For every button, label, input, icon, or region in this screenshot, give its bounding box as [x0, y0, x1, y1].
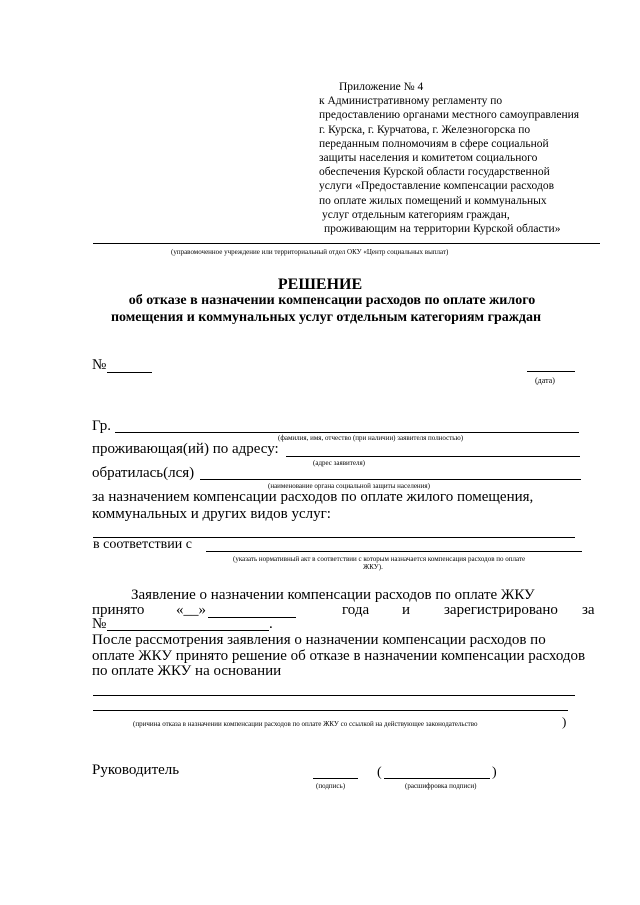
after-review-line2: оплате ЖКУ принято решение об отказе в назначении компенсации расходов [92, 648, 586, 664]
annex-line: к Административному регламенту по [319, 95, 503, 108]
accordance-label: в соответствии с [93, 537, 192, 552]
reason-field-line2[interactable] [93, 710, 568, 711]
decipher-open-paren: ( [377, 765, 382, 780]
annex-line: по оплате жилых помещений и коммунальных [319, 194, 547, 207]
statement-year: года [342, 602, 370, 618]
accordance-field[interactable] [206, 551, 582, 552]
annex-block [319, 80, 579, 236]
applied-label: обратилась(лся) [92, 465, 195, 481]
reason-caption: (причина отказа в назначении компенсации расходов по оплате ЖКУ со ссылкой на действующее законодательство [133, 720, 478, 728]
head-label: Руководитель [92, 762, 180, 778]
decipher-caption: (расшифровка подписи) [405, 782, 477, 790]
reason-field-line1[interactable] [93, 695, 575, 696]
accordance-caption-line1: (указать нормативный акт в соответствии с которым назначается компенсация расходов по оплате [233, 555, 526, 563]
document-subtitle-line1: об отказе в назначении компенсации расходов по оплате жилого [128, 293, 536, 308]
statement-and: и [402, 602, 411, 618]
statement-dot: . [269, 616, 273, 632]
date-field[interactable] [527, 371, 575, 372]
citizen-caption: (фамилия, имя, отчество (при наличии) заявителя полностью) [278, 434, 464, 442]
purpose-line2: коммунальных и других видов услуг: [92, 506, 331, 522]
annex-line: проживающим на территории Курской области» [324, 223, 561, 236]
applied-caption: (наименование органа социальной защиты населения) [268, 482, 430, 490]
purpose-line1: за назначением компенсации расходов по оплате жилого помещения, [92, 489, 534, 505]
after-review-line3: по оплате ЖКУ на основании [92, 663, 282, 679]
decipher-close-paren: ) [492, 765, 497, 780]
signature-caption: (подпись) [316, 782, 346, 790]
reason-close-paren: ) [562, 714, 567, 729]
address-caption: (адрес заявителя) [313, 459, 365, 467]
annex-line: г. Курска, г. Курчатова, г. Железногорска по [319, 123, 531, 136]
document-subtitle-line2: помещения и коммунальных услуг отдельным категориям граждан [110, 310, 542, 325]
annex-line: защиты населения и комитетом социального [319, 152, 538, 165]
annex-line: услуги «Предоставление компенсации расходов [319, 180, 554, 193]
annex-line: переданным полномочиям в сфере социальной [319, 137, 549, 150]
organization-line [93, 243, 600, 244]
statement-month-field[interactable] [208, 617, 296, 618]
number-label: № [92, 357, 107, 373]
statement-accepted: принято [92, 602, 145, 618]
statement-line1: Заявление о назначении компенсации расходов по оплате ЖКУ [131, 587, 535, 603]
signature-field[interactable] [313, 778, 358, 779]
statement-for: за [582, 602, 595, 618]
annex-line: Приложение № 4 [339, 81, 424, 93]
after-review-line1: После рассмотрения заявления о назначении компенсации расходов по [92, 632, 546, 648]
accordance-caption-line2: ЖКУ). [363, 563, 383, 571]
registration-number-field[interactable] [107, 630, 269, 631]
organization-caption: (управомоченное учреждение или территориальный отдел ОКУ «Центр социальных выплат) [171, 248, 449, 256]
annex-line: услуг отдельным категориям граждан, [322, 208, 510, 221]
annex-line: обеспечения Курской области государственной [319, 166, 550, 179]
address-label: проживающая(ий) по адресу: [92, 441, 279, 457]
date-caption: (дата) [535, 376, 555, 385]
statement-number-sign: № [92, 616, 107, 632]
citizen-name-field[interactable] [115, 432, 579, 433]
citizen-label: Гр. [92, 418, 111, 434]
document-title: РЕШЕНИЕ [277, 276, 363, 293]
statement-day[interactable]: «__» [176, 602, 206, 618]
address-field[interactable] [286, 456, 580, 457]
applied-organ-field[interactable] [200, 479, 581, 480]
decipher-field[interactable] [384, 778, 490, 779]
annex-line: предоставлению органами местного самоуправления [319, 109, 580, 122]
number-field[interactable] [107, 372, 152, 373]
statement-registered: зарегистрировано [444, 602, 558, 618]
